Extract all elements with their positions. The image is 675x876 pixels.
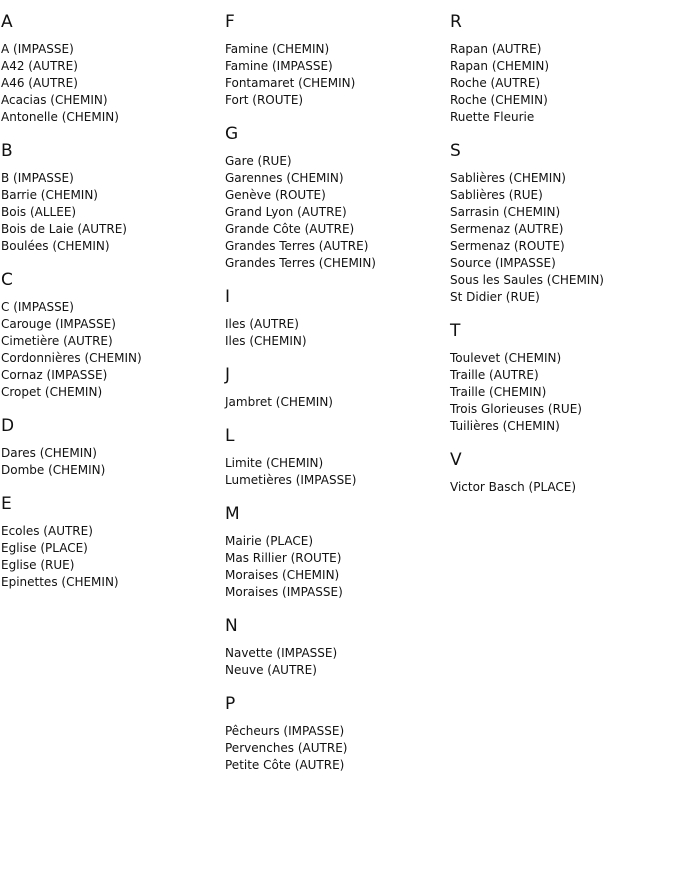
street-entry[interactable]: Sablières (CHEMIN) (450, 171, 566, 185)
street-entry[interactable]: Famine (CHEMIN) (225, 42, 330, 56)
street-list (225, 153, 450, 272)
letter-section (450, 11, 675, 126)
street-entry[interactable]: Ecoles (AUTRE) (1, 524, 93, 538)
letter-heading: M (225, 504, 240, 524)
street-entry[interactable]: Bois de Laie (AUTRE) (1, 222, 127, 236)
street-entry[interactable]: St Didier (RUE) (450, 290, 540, 304)
letter-section (450, 140, 675, 306)
street-list (450, 479, 675, 496)
index-column-2 (225, 11, 450, 788)
street-entry[interactable]: Victor Basch (PLACE) (450, 480, 577, 494)
street-entry[interactable]: Antonelle (CHEMIN) (1, 110, 119, 124)
street-entry[interactable]: Famine (IMPASSE) (225, 59, 333, 73)
street-entry[interactable]: Moraises (IMPASSE) (225, 585, 343, 599)
street-entry[interactable]: Grandes Terres (AUTRE) (225, 239, 369, 253)
street-list (1, 41, 226, 126)
street-entry[interactable]: Trois Glorieuses (RUE) (450, 402, 582, 416)
street-entry[interactable]: Roche (CHEMIN) (450, 93, 548, 107)
street-entry[interactable]: Lumetières (IMPASSE) (225, 473, 357, 487)
street-entry[interactable]: Sermenaz (ROUTE) (450, 239, 565, 253)
letter-section (225, 615, 450, 679)
street-entry[interactable]: Traille (AUTRE) (450, 368, 539, 382)
letter-section (225, 693, 450, 774)
street-entry[interactable]: Fontamaret (CHEMIN) (225, 76, 356, 90)
letter-section (225, 503, 450, 601)
letter-section (1, 415, 226, 479)
street-entry[interactable]: Dombe (CHEMIN) (1, 463, 106, 477)
street-entry[interactable]: Sarrasin (CHEMIN) (450, 205, 561, 219)
letter-section (1, 140, 226, 255)
letter-section (225, 425, 450, 489)
street-entry[interactable]: Boulées (CHEMIN) (1, 239, 110, 253)
letter-heading: L (225, 426, 235, 446)
street-entry[interactable]: Roche (AUTRE) (450, 76, 541, 90)
street-entry[interactable]: Jambret (CHEMIN) (225, 395, 333, 409)
letter-section (225, 286, 450, 350)
street-entry[interactable]: Sous les Saules (CHEMIN) (450, 273, 604, 287)
street-list (225, 41, 450, 109)
street-list (225, 533, 450, 601)
street-entry[interactable]: Eglise (PLACE) (1, 541, 88, 555)
letter-section (450, 449, 675, 496)
street-list (1, 523, 226, 591)
street-list (225, 316, 450, 350)
letter-heading: S (450, 141, 461, 161)
letter-heading: B (1, 141, 13, 161)
letter-section (225, 11, 450, 109)
street-entry[interactable]: Epinettes (CHEMIN) (1, 575, 119, 589)
letter-heading: G (225, 124, 239, 144)
letter-heading: F (225, 12, 235, 32)
street-entry[interactable]: Garennes (CHEMIN) (225, 171, 344, 185)
street-entry[interactable]: Petite Côte (AUTRE) (225, 758, 345, 772)
street-entry[interactable]: Gare (RUE) (225, 154, 292, 168)
letter-heading: V (450, 450, 462, 470)
street-entry[interactable]: Rapan (AUTRE) (450, 42, 542, 56)
street-list (450, 350, 675, 435)
street-entry[interactable]: Barrie (CHEMIN) (1, 188, 98, 202)
street-entry[interactable]: Grand Lyon (AUTRE) (225, 205, 347, 219)
index-column-3 (450, 11, 675, 510)
letter-heading: R (450, 12, 462, 32)
street-list (1, 170, 226, 255)
street-entry[interactable]: A42 (AUTRE) (1, 59, 78, 73)
letter-heading: P (225, 694, 236, 714)
street-entry[interactable]: Mas Rillier (ROUTE) (225, 551, 342, 565)
street-entry[interactable]: Toulevet (CHEMIN) (450, 351, 562, 365)
letter-heading: J (225, 365, 231, 385)
street-entry[interactable]: Grandes Terres (CHEMIN) (225, 256, 376, 270)
street-entry[interactable]: Mairie (PLACE) (225, 534, 314, 548)
street-entry[interactable]: Eglise (RUE) (1, 558, 75, 572)
street-entry[interactable]: Pervenches (AUTRE) (225, 741, 348, 755)
street-entry[interactable]: Iles (AUTRE) (225, 317, 299, 331)
letter-section (225, 364, 450, 411)
street-entry[interactable]: A (IMPASSE) (1, 42, 74, 56)
street-entry[interactable]: Genève (ROUTE) (225, 188, 326, 202)
letter-section (225, 123, 450, 272)
letter-heading: A (1, 12, 13, 32)
street-entry[interactable]: Neuve (AUTRE) (225, 663, 317, 677)
street-entry[interactable]: Acacias (CHEMIN) (1, 93, 108, 107)
street-list (1, 445, 226, 479)
street-entry[interactable]: Iles (CHEMIN) (225, 334, 307, 348)
street-entry[interactable]: Cornaz (IMPASSE) (1, 368, 108, 382)
street-entry[interactable]: Moraises (CHEMIN) (225, 568, 340, 582)
letter-heading: E (1, 494, 12, 514)
street-entry[interactable]: Navette (IMPASSE) (225, 646, 338, 660)
street-entry[interactable]: Pêcheurs (IMPASSE) (225, 724, 345, 738)
letter-heading: N (225, 616, 238, 636)
letter-heading: C (1, 270, 13, 290)
street-entry[interactable]: Limite (CHEMIN) (225, 456, 324, 470)
street-list (1, 299, 226, 401)
street-list (225, 645, 450, 679)
street-list (225, 455, 450, 489)
street-entry[interactable]: Sermenaz (AUTRE) (450, 222, 564, 236)
street-list (450, 170, 675, 306)
street-entry[interactable]: C (IMPASSE) (1, 300, 74, 314)
street-entry[interactable]: Sablières (RUE) (450, 188, 543, 202)
letter-section (1, 269, 226, 401)
letter-heading: T (450, 321, 461, 341)
street-entry[interactable]: Source (IMPASSE) (450, 256, 556, 270)
street-list (225, 394, 450, 411)
index-column-1 (1, 11, 226, 605)
street-list (450, 41, 675, 126)
street-entry[interactable]: Fort (ROUTE) (225, 93, 304, 107)
street-list (225, 723, 450, 774)
letter-section (1, 493, 226, 591)
street-entry[interactable]: Dares (CHEMIN) (1, 446, 97, 460)
street-entry[interactable]: Traille (CHEMIN) (450, 385, 547, 399)
street-entry[interactable]: A46 (AUTRE) (1, 76, 78, 90)
street-entry[interactable]: Tuilières (CHEMIN) (450, 419, 560, 433)
street-entry[interactable]: Rapan (CHEMIN) (450, 59, 550, 73)
street-entry[interactable]: Grande Côte (AUTRE) (225, 222, 355, 236)
street-entry[interactable]: Bois (ALLEE) (1, 205, 77, 219)
letter-heading: D (1, 416, 15, 436)
letter-section (450, 320, 675, 435)
street-entry[interactable]: Carouge (IMPASSE) (1, 317, 116, 331)
letter-heading: I (225, 287, 231, 307)
street-entry[interactable]: Ruette Fleurie (450, 110, 535, 124)
street-entry[interactable]: Cimetière (AUTRE) (1, 334, 113, 348)
street-entry[interactable]: B (IMPASSE) (1, 171, 74, 185)
street-entry[interactable]: Cordonnières (CHEMIN) (1, 351, 142, 365)
street-entry[interactable]: Cropet (CHEMIN) (1, 385, 103, 399)
letter-section (1, 11, 226, 126)
